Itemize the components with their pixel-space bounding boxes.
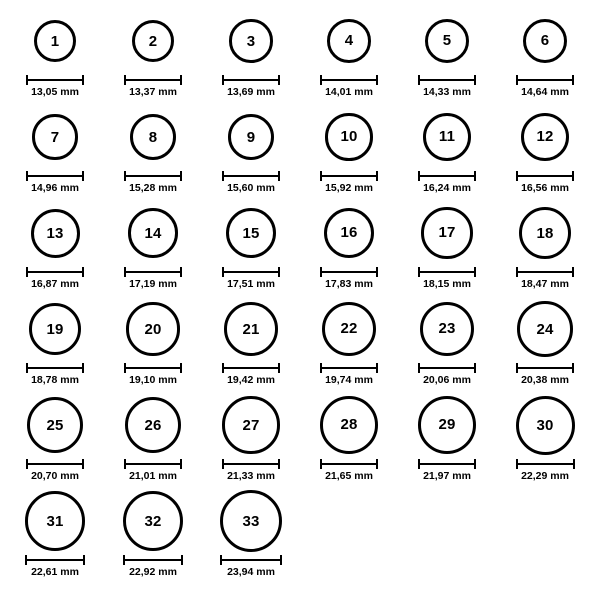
measure-cap-right [474, 75, 476, 85]
measure-cap-left [222, 363, 224, 373]
measure-cap-right [180, 267, 182, 277]
ring-size-label: 27 [242, 416, 260, 434]
measure-line [320, 79, 378, 81]
ring-size-cell[interactable] [6, 490, 104, 586]
ring-size-label: 26 [144, 416, 162, 434]
measure-line [124, 463, 182, 465]
measure-line [516, 367, 574, 369]
diameter-measure-bar [26, 267, 84, 276]
measure-cap-left [418, 267, 420, 277]
ring-size-label: 18 [536, 224, 554, 242]
ring-circle-wrap [123, 490, 183, 552]
ring-circle-icon [132, 20, 175, 63]
ring-circle-icon [34, 20, 76, 62]
measure-line [25, 559, 85, 561]
measure-cap-right [376, 75, 378, 85]
diameter-label: 18,47 mm [521, 278, 569, 290]
measure-line [222, 79, 280, 81]
diameter-label: 13,05 mm [31, 86, 79, 98]
measure-line [418, 271, 476, 273]
ring-circle-wrap [327, 10, 371, 72]
ring-size-label: 14 [144, 224, 162, 242]
ring-size-label: 21 [242, 320, 260, 338]
ring-circle-wrap [29, 298, 82, 360]
ring-size-label: 13 [46, 224, 64, 242]
ring-size-label: 19 [46, 320, 64, 338]
ring-circle-icon [421, 207, 472, 258]
measure-cap-right [474, 363, 476, 373]
measure-line [222, 463, 280, 465]
ring-circle-wrap [516, 394, 575, 456]
ring-circle-icon [327, 19, 371, 63]
diameter-measure-bar [25, 555, 85, 564]
ring-size-label: 28 [340, 416, 358, 434]
ring-size-cell[interactable] [398, 394, 496, 490]
measure-line [320, 367, 378, 369]
measure-cap-left [516, 363, 518, 373]
ring-size-cell[interactable] [300, 202, 398, 298]
ring-size-label: 1 [50, 32, 60, 50]
diameter-label: 21,01 mm [129, 470, 177, 482]
measure-line [418, 367, 476, 369]
measure-cap-right [181, 555, 183, 565]
diameter-label: 13,37 mm [129, 86, 177, 98]
measure-line [26, 463, 84, 465]
diameter-label: 22,29 mm [521, 470, 569, 482]
measure-cap-left [26, 171, 28, 181]
measure-cap-left [124, 75, 126, 85]
measure-cap-right [572, 267, 574, 277]
ring-circle-icon [130, 114, 176, 160]
measure-cap-left [320, 75, 322, 85]
ring-circle-icon [128, 208, 178, 258]
ring-size-label: 6 [540, 32, 550, 50]
measure-cap-right [573, 459, 575, 469]
measure-cap-right [572, 171, 574, 181]
measure-cap-left [124, 363, 126, 373]
ring-size-label: 8 [148, 128, 158, 146]
measure-cap-right [278, 363, 280, 373]
diameter-measure-bar [418, 171, 476, 180]
diameter-label: 20,06 mm [423, 374, 471, 386]
measure-cap-left [320, 267, 322, 277]
ring-circle-wrap [125, 394, 182, 456]
measure-line [320, 463, 378, 465]
ring-size-cell[interactable] [202, 106, 300, 202]
measure-cap-right [474, 171, 476, 181]
ring-circle-icon [126, 302, 179, 355]
ring-size-label: 9 [246, 128, 256, 146]
ring-circle-wrap [130, 106, 176, 168]
measure-line [124, 79, 182, 81]
measure-cap-right [572, 75, 574, 85]
diameter-label: 18,15 mm [423, 278, 471, 290]
ring-circle-wrap [324, 202, 375, 264]
ring-size-label: 17 [438, 224, 456, 242]
ring-circle-wrap [420, 298, 475, 360]
ring-size-label: 25 [46, 416, 64, 434]
ring-size-cell[interactable] [496, 10, 594, 106]
measure-cap-right [278, 459, 280, 469]
diameter-measure-bar [418, 75, 476, 84]
ring-size-cell[interactable] [6, 298, 104, 394]
measure-line [26, 271, 84, 273]
ring-circle-icon [31, 209, 80, 258]
diameter-label: 15,92 mm [325, 182, 373, 194]
diameter-measure-bar [26, 363, 84, 372]
ring-size-label: 2 [148, 32, 158, 50]
ring-size-cell[interactable] [398, 106, 496, 202]
measure-cap-left [320, 459, 322, 469]
ring-size-label: 29 [438, 416, 456, 434]
measure-line [516, 175, 574, 177]
ring-size-label: 22 [340, 320, 358, 338]
measure-cap-right [82, 267, 84, 277]
diameter-measure-bar [222, 267, 280, 276]
measure-cap-right [82, 459, 84, 469]
ring-size-cell[interactable] [398, 10, 496, 106]
measure-cap-left [222, 171, 224, 181]
measure-cap-right [474, 267, 476, 277]
ring-circle-wrap [222, 394, 279, 456]
ring-size-label: 16 [340, 224, 358, 242]
diameter-label: 19,42 mm [227, 374, 275, 386]
ring-circle-icon [325, 113, 372, 160]
diameter-measure-bar [516, 75, 574, 84]
ring-circle-icon [125, 397, 182, 454]
ring-circle-icon [423, 113, 471, 161]
diameter-label: 20,38 mm [521, 374, 569, 386]
diameter-label: 21,97 mm [423, 470, 471, 482]
measure-cap-left [220, 555, 222, 565]
ring-circle-icon [224, 302, 278, 356]
ring-circle-wrap [519, 202, 571, 264]
ring-circle-icon [32, 114, 78, 160]
ring-circle-icon [123, 491, 183, 551]
measure-cap-right [83, 555, 85, 565]
measure-line [124, 367, 182, 369]
ring-size-cell[interactable] [496, 202, 594, 298]
ring-size-cell[interactable] [6, 202, 104, 298]
measure-cap-right [278, 267, 280, 277]
ring-size-cell[interactable] [104, 490, 202, 586]
diameter-label: 16,56 mm [521, 182, 569, 194]
measure-cap-right [572, 363, 574, 373]
measure-cap-left [516, 75, 518, 85]
ring-size-cell[interactable] [6, 10, 104, 106]
ring-circle-icon [25, 491, 85, 551]
measure-cap-left [418, 75, 420, 85]
ring-circle-icon [420, 302, 475, 357]
diameter-label: 13,69 mm [227, 86, 275, 98]
measure-cap-right [82, 171, 84, 181]
measure-cap-left [222, 75, 224, 85]
ring-circle-icon [523, 19, 568, 64]
ring-size-label: 15 [242, 224, 260, 242]
ring-circle-wrap [418, 394, 476, 456]
ring-circle-wrap [224, 298, 278, 360]
diameter-label: 17,83 mm [325, 278, 373, 290]
diameter-measure-bar [516, 171, 574, 180]
measure-cap-left [418, 171, 420, 181]
diameter-measure-bar [124, 363, 182, 372]
ring-size-cell[interactable] [202, 10, 300, 106]
measure-line [222, 271, 280, 273]
measure-cap-right [180, 363, 182, 373]
measure-line [418, 175, 476, 177]
ring-size-cell[interactable] [398, 298, 496, 394]
measure-line [26, 175, 84, 177]
ring-size-label: 10 [340, 128, 358, 146]
measure-cap-right [376, 459, 378, 469]
ring-size-cell[interactable] [202, 394, 300, 490]
ring-circle-icon [229, 19, 272, 62]
diameter-measure-bar [222, 363, 280, 372]
diameter-measure-bar [516, 267, 574, 276]
diameter-measure-bar [222, 171, 280, 180]
ring-circle-wrap [31, 202, 80, 264]
ring-size-cell[interactable] [398, 202, 496, 298]
measure-cap-left [26, 459, 28, 469]
diameter-measure-bar [220, 555, 282, 564]
ring-size-label: 5 [442, 32, 452, 50]
ring-circle-wrap [25, 490, 85, 552]
ring-circle-wrap [32, 106, 78, 168]
diameter-label: 15,60 mm [227, 182, 275, 194]
measure-line [516, 271, 574, 273]
ring-size-cell[interactable] [202, 490, 300, 586]
ring-circle-wrap [228, 106, 275, 168]
diameter-measure-bar [124, 171, 182, 180]
ring-size-cell[interactable] [300, 106, 398, 202]
ring-circle-wrap [126, 298, 179, 360]
ring-circle-wrap [320, 394, 378, 456]
diameter-label: 17,51 mm [227, 278, 275, 290]
ring-circle-icon [519, 207, 571, 259]
ring-circle-wrap [132, 10, 175, 72]
diameter-label: 14,64 mm [521, 86, 569, 98]
ring-circle-wrap [128, 202, 178, 264]
diameter-label: 16,87 mm [31, 278, 79, 290]
ring-size-cell[interactable] [300, 298, 398, 394]
measure-cap-right [82, 75, 84, 85]
ring-size-cell[interactable] [496, 106, 594, 202]
ring-size-cell[interactable] [104, 202, 202, 298]
ring-size-cell[interactable] [300, 10, 398, 106]
ring-size-cell[interactable] [104, 106, 202, 202]
ring-circle-wrap [325, 106, 372, 168]
ring-size-label: 30 [536, 416, 554, 434]
measure-line [123, 559, 183, 561]
measure-cap-right [278, 75, 280, 85]
diameter-measure-bar [516, 459, 575, 468]
diameter-label: 16,24 mm [423, 182, 471, 194]
measure-cap-left [516, 459, 518, 469]
diameter-measure-bar [26, 459, 84, 468]
measure-cap-left [123, 555, 125, 565]
ring-circle-wrap [322, 298, 376, 360]
measure-line [124, 175, 182, 177]
measure-cap-left [26, 75, 28, 85]
measure-cap-left [124, 459, 126, 469]
measure-cap-right [278, 171, 280, 181]
ring-circle-wrap [27, 394, 83, 456]
ring-size-label: 20 [144, 320, 162, 338]
ring-circle-wrap [425, 10, 469, 72]
diameter-label: 14,33 mm [423, 86, 471, 98]
diameter-measure-bar [418, 267, 476, 276]
measure-cap-right [376, 171, 378, 181]
diameter-measure-bar [320, 363, 378, 372]
measure-cap-right [474, 459, 476, 469]
diameter-label: 14,01 mm [325, 86, 373, 98]
measure-cap-right [376, 267, 378, 277]
diameter-label: 22,61 mm [31, 566, 79, 578]
ring-circle-wrap [220, 490, 282, 552]
measure-line [222, 175, 280, 177]
ring-circle-icon [27, 397, 83, 453]
diameter-measure-bar [418, 459, 476, 468]
ring-circle-wrap [421, 202, 472, 264]
ring-circle-wrap [423, 106, 471, 168]
diameter-label: 19,74 mm [325, 374, 373, 386]
diameter-label: 21,33 mm [227, 470, 275, 482]
ring-size-cell[interactable] [202, 298, 300, 394]
diameter-label: 20,70 mm [31, 470, 79, 482]
diameter-measure-bar [26, 171, 84, 180]
diameter-measure-bar [222, 459, 280, 468]
diameter-label: 23,94 mm [227, 566, 275, 578]
ring-size-label: 12 [536, 128, 554, 146]
ring-size-cell[interactable] [104, 298, 202, 394]
diameter-measure-bar [320, 459, 378, 468]
ring-circle-wrap [229, 10, 272, 72]
ring-circle-icon [425, 19, 469, 63]
ring-circle-wrap [226, 202, 276, 264]
diameter-label: 21,65 mm [325, 470, 373, 482]
diameter-measure-bar [124, 267, 182, 276]
ring-size-label: 11 [438, 128, 456, 146]
measure-cap-right [180, 459, 182, 469]
ring-circle-wrap [517, 298, 573, 360]
diameter-label: 15,28 mm [129, 182, 177, 194]
measure-line [320, 175, 378, 177]
measure-line [220, 559, 282, 561]
measure-cap-right [180, 75, 182, 85]
diameter-measure-bar [222, 75, 280, 84]
ring-size-cell[interactable] [496, 298, 594, 394]
measure-cap-left [26, 363, 28, 373]
diameter-measure-bar [320, 75, 378, 84]
ring-circle-icon [29, 303, 82, 356]
ring-circle-icon [320, 396, 378, 454]
diameter-measure-bar [124, 75, 182, 84]
ring-size-label: 4 [344, 32, 354, 50]
measure-cap-left [222, 459, 224, 469]
ring-size-cell[interactable] [6, 106, 104, 202]
measure-line [418, 463, 476, 465]
diameter-measure-bar [26, 75, 84, 84]
measure-line [26, 367, 84, 369]
ring-circle-wrap [521, 106, 569, 168]
measure-line [124, 271, 182, 273]
measure-cap-left [124, 267, 126, 277]
measure-cap-left [25, 555, 27, 565]
measure-cap-right [280, 555, 282, 565]
ring-size-cell[interactable] [496, 394, 594, 490]
measure-cap-right [376, 363, 378, 373]
ring-size-label: 31 [46, 512, 64, 530]
ring-size-label: 32 [144, 512, 162, 530]
measure-line [516, 79, 574, 81]
ring-size-label: 23 [438, 320, 456, 338]
measure-cap-right [180, 171, 182, 181]
measure-cap-left [418, 363, 420, 373]
measure-cap-left [516, 267, 518, 277]
measure-cap-left [418, 459, 420, 469]
diameter-label: 22,92 mm [129, 566, 177, 578]
measure-cap-left [26, 267, 28, 277]
ring-size-cell[interactable] [104, 394, 202, 490]
diameter-label: 19,10 mm [129, 374, 177, 386]
measure-line [516, 463, 575, 465]
diameter-measure-bar [124, 459, 182, 468]
ring-grid [6, 10, 594, 586]
ring-size-label: 33 [242, 512, 260, 530]
ring-size-label: 7 [50, 128, 60, 146]
ring-circle-icon [226, 208, 276, 258]
measure-line [320, 271, 378, 273]
ring-circle-icon [322, 302, 376, 356]
ring-circle-icon [324, 208, 375, 259]
ring-circle-icon [228, 114, 275, 161]
ring-circle-wrap [34, 10, 76, 72]
diameter-label: 14,96 mm [31, 182, 79, 194]
ring-size-cell[interactable] [300, 394, 398, 490]
ring-size-cell[interactable] [104, 10, 202, 106]
ring-circle-icon [418, 396, 476, 454]
ring-size-cell[interactable] [6, 394, 104, 490]
ring-circle-icon [517, 301, 573, 357]
measure-cap-left [516, 171, 518, 181]
diameter-measure-bar [320, 171, 378, 180]
diameter-measure-bar [516, 363, 574, 372]
diameter-label: 17,19 mm [129, 278, 177, 290]
diameter-measure-bar [320, 267, 378, 276]
measure-cap-left [320, 171, 322, 181]
measure-cap-left [320, 363, 322, 373]
ring-size-label: 3 [246, 32, 256, 50]
ring-circle-icon [220, 490, 282, 552]
measure-line [26, 79, 84, 81]
ring-size-cell[interactable] [202, 202, 300, 298]
measure-cap-left [124, 171, 126, 181]
measure-line [418, 79, 476, 81]
measure-line [222, 367, 280, 369]
ring-circle-icon [521, 113, 569, 161]
measure-cap-right [82, 363, 84, 373]
ring-circle-icon [516, 396, 575, 455]
ring-size-label: 24 [536, 320, 554, 338]
diameter-label: 18,78 mm [31, 374, 79, 386]
diameter-measure-bar [418, 363, 476, 372]
ring-circle-wrap [523, 10, 568, 72]
ring-circle-icon [222, 396, 279, 453]
diameter-measure-bar [123, 555, 183, 564]
measure-cap-left [222, 267, 224, 277]
